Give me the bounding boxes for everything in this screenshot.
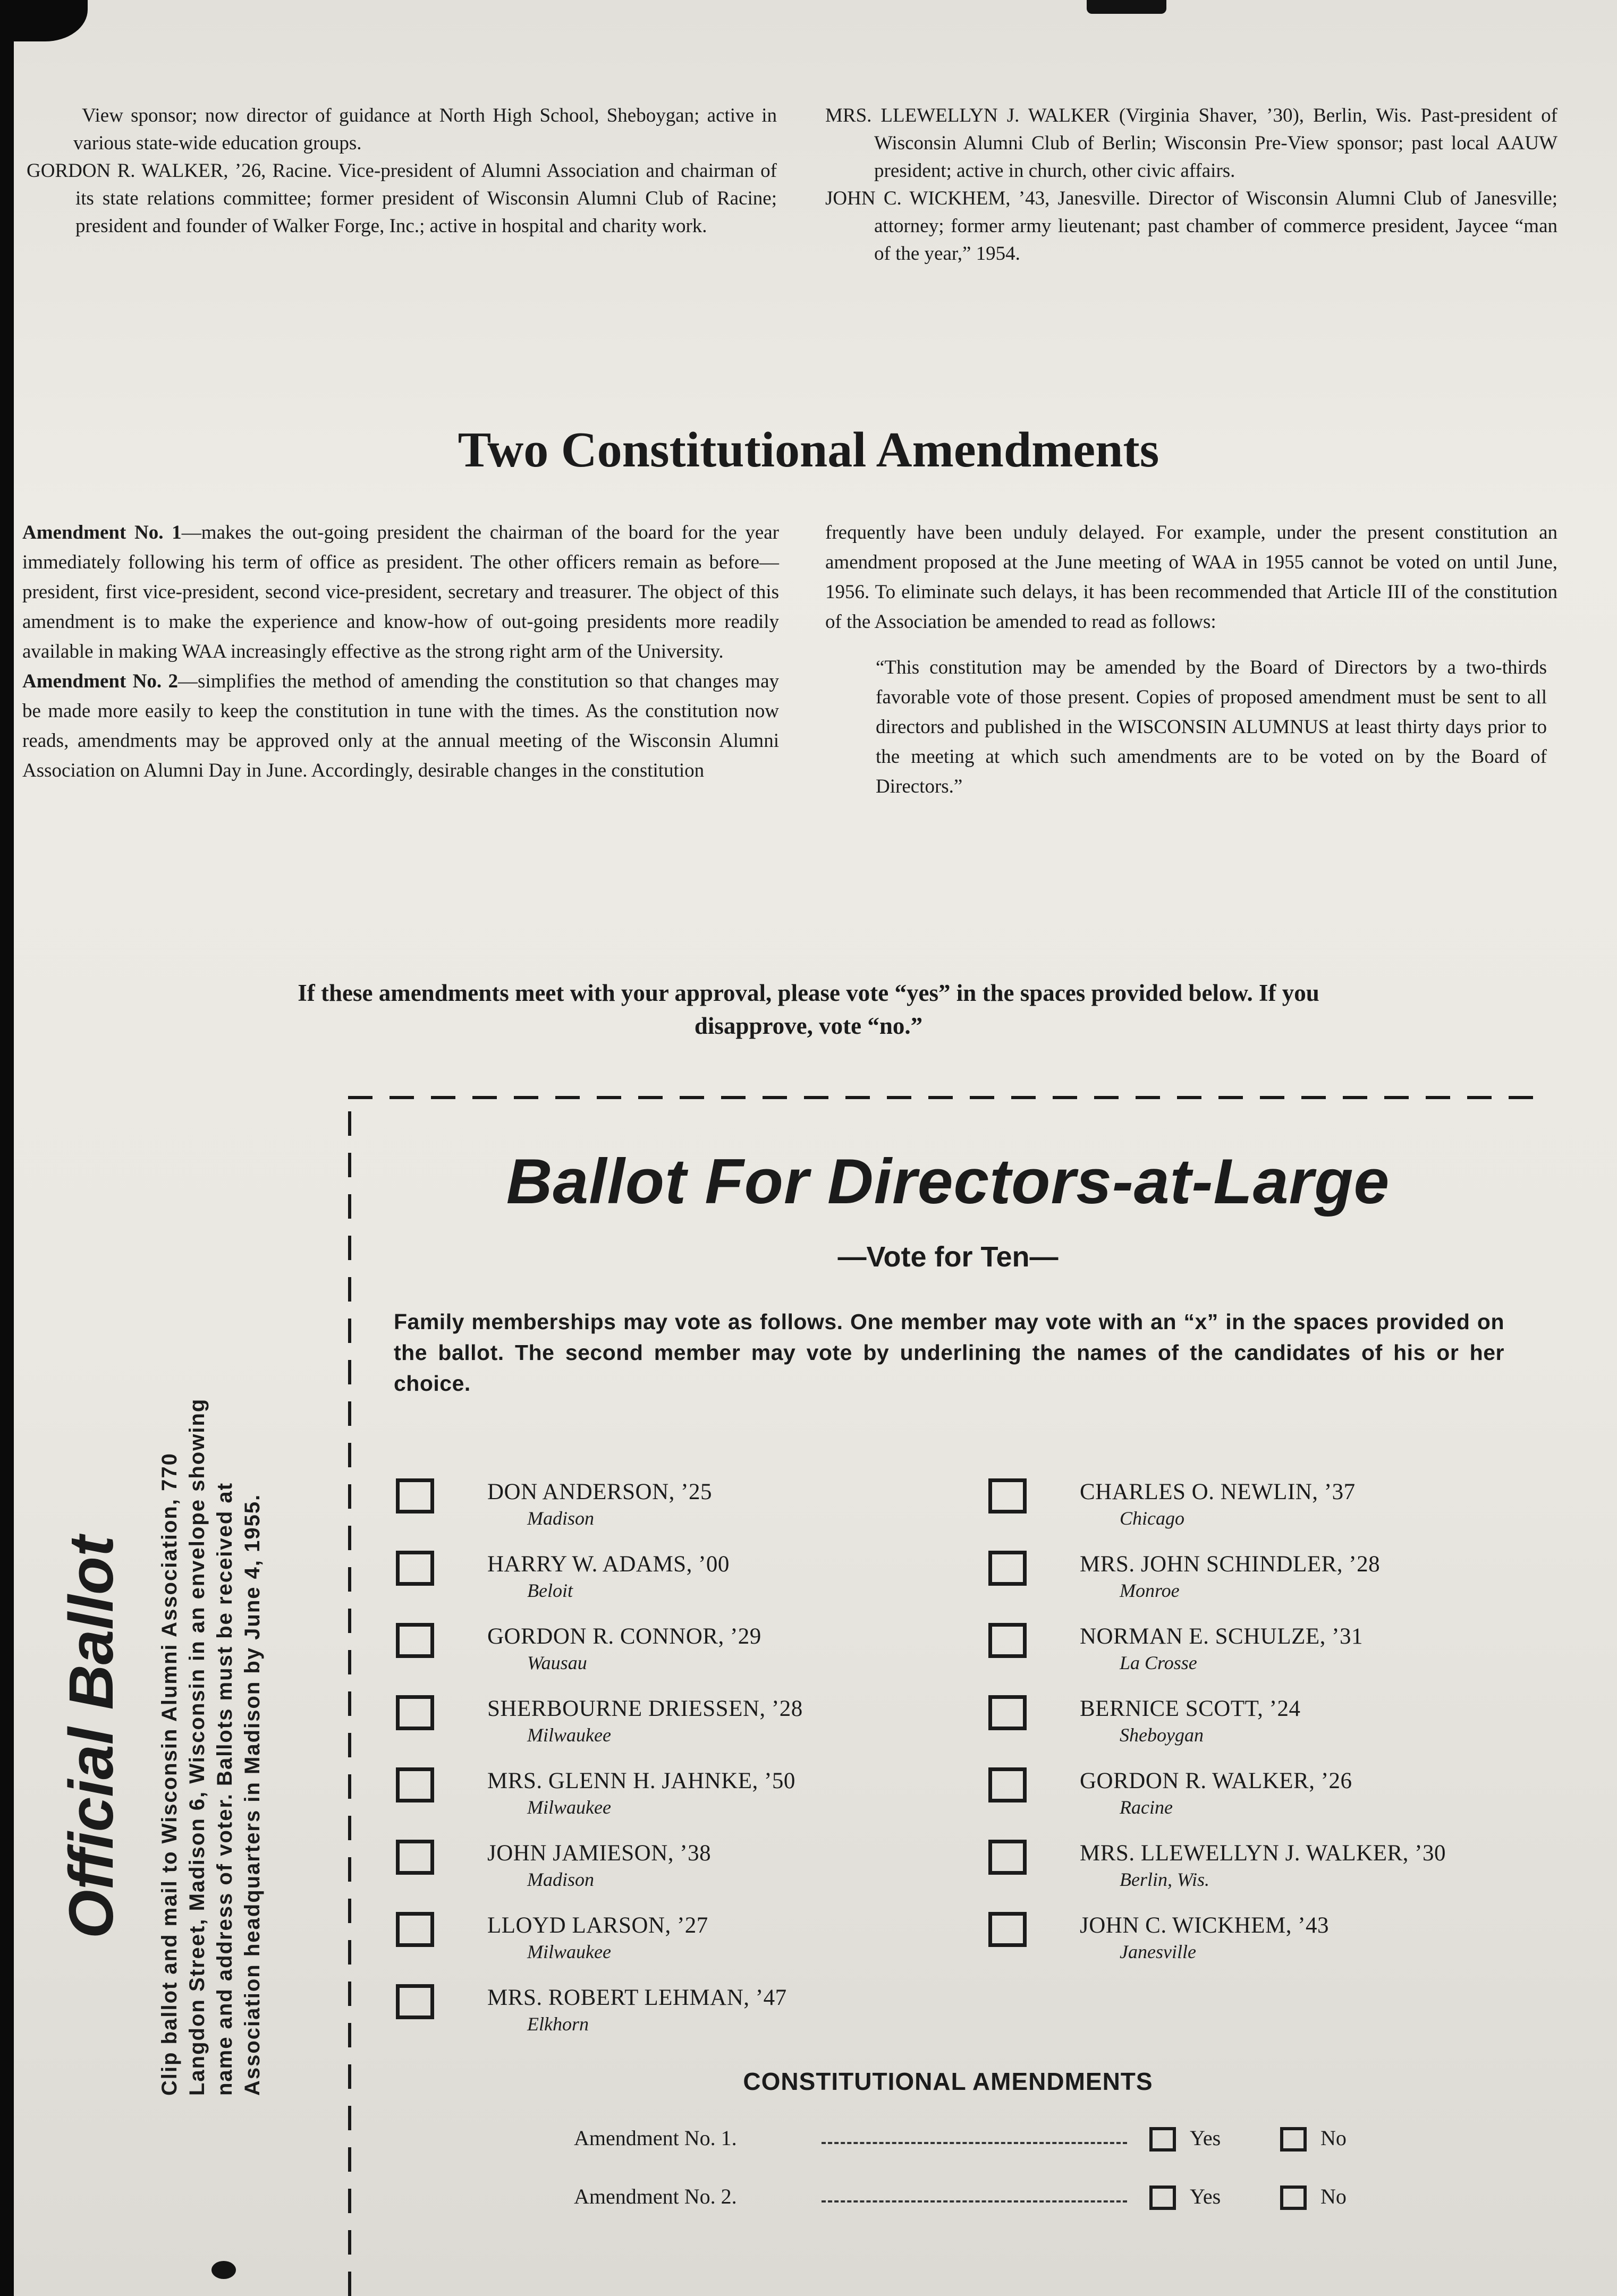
candidate-name: MRS. LLEWELLYN J. WALKER, ’30 xyxy=(1080,1841,1446,1866)
ballot-subtitle: —Vote for Ten— xyxy=(837,1241,1059,1273)
candidate-info xyxy=(487,1985,787,2035)
candidate-row xyxy=(396,1552,970,1602)
ballot-instructions: Family memberships may vote as follows. One member may vote with an “x” in the spaces provided on the ballot. The second member may vote by underlining the names of the candidates of his or her choice. xyxy=(394,1309,1504,1396)
yes-label: Yes xyxy=(1190,2126,1221,2150)
bio-paragraph-continuation: View sponsor; now director of guidance at North High School, Sheboygan; active in various state-wide education groups. xyxy=(73,105,777,154)
candidate-row xyxy=(988,1624,1562,1674)
dotted-leader xyxy=(822,2124,1127,2144)
vote-checkbox[interactable] xyxy=(396,1551,434,1586)
candidate-city: Madison xyxy=(527,1508,594,1529)
amendment-1-lead: Amendment No. 1 xyxy=(22,522,182,543)
candidate-info xyxy=(1080,1479,1356,1529)
amendments-continuation-paragraph: frequently have been unduly delayed. For example, under the present constitution an amendment proposed at the June meeting of WAA in 1955 cannot be voted on until June, 1956. To eliminate such delays, it has been recommended that Article III of the constitution of the Association be amended to read as follows: xyxy=(825,522,1557,633)
candidate-city: Elkhorn xyxy=(527,2013,589,2035)
candidate-city: La Crosse xyxy=(1120,1652,1197,1673)
amendment-1-paragraph xyxy=(22,518,779,667)
candidate-info xyxy=(487,1479,712,1529)
vote-checkbox[interactable] xyxy=(396,1912,434,1947)
candidate-name: DON ANDERSON, ’25 xyxy=(487,1479,712,1504)
vote-checkbox[interactable] xyxy=(396,1840,434,1875)
vote-checkbox[interactable] xyxy=(396,1478,434,1513)
candidate-name: MRS. GLENN H. JAHNKE, ’50 xyxy=(487,1768,795,1793)
candidate-city: Chicago xyxy=(1120,1508,1184,1529)
amendment-vote-row xyxy=(574,2182,1347,2211)
candidate-row xyxy=(396,1479,970,1529)
candidate-info xyxy=(1080,1913,1329,1963)
candidate-info xyxy=(487,1768,795,1818)
ballot-box xyxy=(348,1096,1548,2296)
candidate-info xyxy=(487,1552,730,1602)
candidate-row xyxy=(988,1913,1562,1963)
amendment-2-paragraph xyxy=(22,667,779,786)
candidate-city: Wausau xyxy=(527,1652,587,1673)
no-label: No xyxy=(1320,2126,1347,2150)
candidate-city: Madison xyxy=(527,1869,594,1890)
no-label: No xyxy=(1320,2184,1347,2208)
vote-checkbox[interactable] xyxy=(396,1767,434,1802)
official-ballot-label: Official Ballot xyxy=(56,1535,126,1939)
scan-top-mark xyxy=(1087,0,1166,14)
candidate-city: Milwaukee xyxy=(527,1941,611,1962)
candidate-info xyxy=(487,1913,708,1963)
constitutional-amendments-heading: CONSTITUTIONAL AMENDMENTS xyxy=(743,2068,1153,2095)
bio-paragraph-gordon-walker: GORDON R. WALKER, ’26, Racine. Vice-president of Alumni Association and chairman of its state relations committee; former president of Wisconsin Alumni Club of Racine; president and founder of Walker Forge, Inc.; active in hospital and charity work. xyxy=(27,160,777,237)
vote-checkbox[interactable] xyxy=(988,1767,1027,1802)
approval-note xyxy=(0,976,1617,1042)
yes-label: Yes xyxy=(1190,2184,1221,2208)
constitution-quote: “This constitution may be amended by the Board of Directors by a two-thirds favorable vote of those present. Copies of proposed amendment must be sent to all directors and published in the WISCONSIN ALUMNUS at least thirty days prior to the meeting at which such amendments are to be voted on by the Board of Directors.” xyxy=(876,657,1547,797)
amendment-2-lead: Amendment No. 2 xyxy=(22,670,179,692)
candidate-row xyxy=(988,1552,1562,1602)
candidate-row xyxy=(396,1841,970,1891)
bio-paragraph-llewellyn-walker: MRS. LLEWELLYN J. WALKER (Virginia Shaver, ’30), Berlin, Wis. Past-president of Wisconsin Alumni Club of Berlin; Wisconsin Pre-View sponsor; past local AAUW president; active in church, other civic affairs. xyxy=(825,105,1557,182)
candidate-city: Berlin, Wis. xyxy=(1120,1869,1209,1890)
candidate-info xyxy=(1080,1696,1301,1746)
candidate-name: NORMAN E. SCHULZE, ’31 xyxy=(1080,1624,1363,1649)
candidate-row xyxy=(988,1841,1562,1891)
amendment-vote-label: Amendment No. 1. xyxy=(574,2126,737,2150)
vote-checkbox[interactable] xyxy=(988,1478,1027,1513)
vote-checkbox[interactable] xyxy=(396,1695,434,1730)
candidate-row xyxy=(988,1696,1562,1746)
candidate-row xyxy=(396,1624,970,1674)
yes-checkbox[interactable] xyxy=(1149,2186,1176,2210)
no-checkbox[interactable] xyxy=(1280,2127,1307,2152)
scan-edge-strip xyxy=(0,0,14,2296)
candidate-city: Milwaukee xyxy=(527,1724,611,1746)
candidate-name: LLOYD LARSON, ’27 xyxy=(487,1913,708,1938)
vote-checkbox[interactable] xyxy=(988,1695,1027,1730)
dotted-leader xyxy=(822,2182,1127,2203)
amendment-vote-row xyxy=(574,2124,1347,2153)
candidate-row xyxy=(988,1479,1562,1529)
vote-checkbox[interactable] xyxy=(988,1551,1027,1586)
vote-checkbox[interactable] xyxy=(988,1912,1027,1947)
candidate-name: GORDON R. CONNOR, ’29 xyxy=(487,1624,761,1649)
candidate-info xyxy=(487,1696,803,1746)
candidate-name: CHARLES O. NEWLIN, ’37 xyxy=(1080,1479,1356,1504)
no-checkbox[interactable] xyxy=(1280,2186,1307,2210)
candidate-row xyxy=(396,1696,970,1746)
candidate-row xyxy=(396,1985,970,2035)
amendment-2-text: —simplifies the method of amending the constitution so that changes may be made more easily to keep the constitution in tune with the times. As the constitution now reads, amendments may be approved only at the annual meeting of the Wisconsin Alumni Association on Alumni Day in June. Accordingly, desirable changes in the constitution xyxy=(22,670,779,781)
vote-checkbox[interactable] xyxy=(396,1623,434,1658)
candidate-column-left xyxy=(396,1479,970,2057)
candidate-city: Sheboygan xyxy=(1120,1724,1204,1746)
candidate-city: Milwaukee xyxy=(527,1797,611,1818)
candidate-city: Monroe xyxy=(1120,1580,1180,1601)
candidate-name: JOHN C. WICKHEM, ’43 xyxy=(1080,1913,1330,1938)
bio-column-left xyxy=(27,102,777,240)
vote-checkbox[interactable] xyxy=(988,1840,1027,1875)
vote-checkbox[interactable] xyxy=(988,1623,1027,1658)
candidate-info xyxy=(487,1624,761,1674)
amendment-1-text: —makes the out-going president the chairman of the board for the year immediately following his term of office as president. The other officers remain as before—president, first vice-president, second vice-president, secretary and treasurer. The object of this amendment is to make the experience and know-how of out-going presidents more readily available in making WAA increasingly effective as the strong right arm of the University. xyxy=(22,522,780,662)
vote-checkbox[interactable] xyxy=(396,1984,434,2019)
clip-and-mail-note: Clip ballot and mail to Wisconsin Alumni Association, 770 Langdon Street, Madison 6, Wisconsin in an envelope showing name and address of voter. Ballots must be received at Association headquarters in Madison by June 4, 1955. xyxy=(158,1398,264,2096)
bio-column-right xyxy=(825,102,1557,268)
yes-checkbox[interactable] xyxy=(1149,2127,1176,2152)
candidate-name: GORDON R. WALKER, ’26 xyxy=(1080,1768,1352,1793)
candidate-row xyxy=(396,1913,970,1963)
candidate-info xyxy=(487,1841,711,1891)
approval-note-text: If these amendments meet with your approval, please vote “yes” in the spaces provided below. If you disapprove, vote “no.” xyxy=(298,980,1319,1039)
amendment-vote-label: Amendment No. 2. xyxy=(574,2184,737,2208)
candidate-info xyxy=(1080,1552,1380,1602)
ballot-title: Ballot For Directors-at-Large xyxy=(506,1146,1390,1217)
candidate-name: HARRY W. ADAMS, ’00 xyxy=(487,1552,730,1577)
candidate-name: MRS. ROBERT LEHMAN, ’47 xyxy=(487,1985,787,2010)
amendments-column-left xyxy=(22,518,779,786)
amendments-column-right xyxy=(825,518,1557,802)
candidate-name: SHERBOURNE DRIESSEN, ’28 xyxy=(487,1696,803,1721)
candidate-city: Janesville xyxy=(1120,1941,1196,1962)
candidate-city: Racine xyxy=(1120,1797,1173,1818)
candidate-name: JOHN JAMIESON, ’38 xyxy=(487,1841,712,1866)
candidate-column-right xyxy=(988,1479,1562,1985)
candidate-city: Beloit xyxy=(527,1580,573,1601)
candidate-name: MRS. JOHN SCHINDLER, ’28 xyxy=(1080,1552,1381,1577)
amendment-vote-rows xyxy=(574,2124,1347,2241)
candidate-row xyxy=(988,1768,1562,1818)
candidate-row xyxy=(396,1768,970,1818)
candidate-name: BERNICE SCOTT, ’24 xyxy=(1080,1696,1301,1721)
bio-paragraph-wickhem: JOHN C. WICKHEM, ’43, Janesville. Director of Wisconsin Alumni Club of Janesville; attorney; former army lieutenant; past chamber of commerce president, Jaycee “man of the year,” 1954. xyxy=(825,188,1557,265)
candidate-info xyxy=(1080,1624,1363,1674)
scan-bottom-mark xyxy=(211,2261,236,2279)
article-title: Two Constitutional Amendments xyxy=(458,422,1159,478)
scan-corner-mark xyxy=(0,0,88,41)
candidate-info xyxy=(1080,1768,1352,1818)
candidate-info xyxy=(1080,1841,1446,1891)
